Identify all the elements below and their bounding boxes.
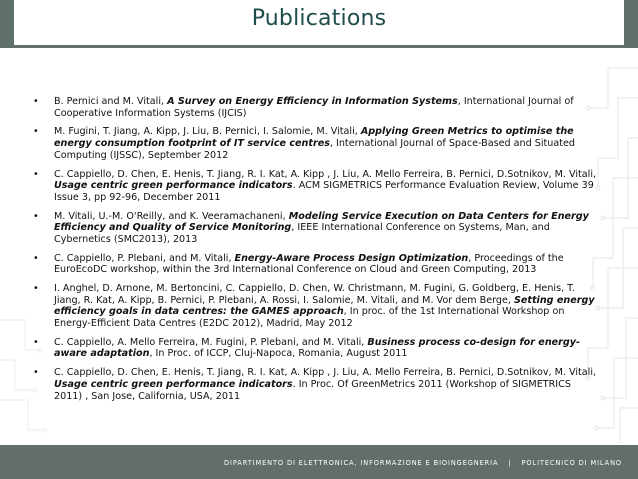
publication-item (32, 337, 602, 360)
publication-item (32, 283, 602, 329)
publication-item (32, 367, 602, 402)
publication-authors: C. Cappiello, D. Chen, E. Henis, T. Jiang, R. I. Kat, A. Kipp , J. Liu, A. Mello Ferreira, B. Pernici, D.Sotnikov, M. Vitali, (54, 367, 597, 379)
publication-venue: , In Proc. of ICCP, Cluj-Napoca, Romania, August 2011 (149, 348, 408, 360)
publication-list (32, 96, 602, 409)
publication-authors: M. Fugini, T. Jiang, A. Kipp, J. Liu, B. Pernici, I. Salomie, M. Vitali, (54, 126, 361, 138)
bullet: • (33, 283, 39, 295)
footer (224, 459, 622, 467)
publication-title: Usage centric green performance indicators (54, 180, 293, 192)
publication-venue: , Proceedings of the EuroEcoDC workshop, within the 3rd International Conference on Cloud and Green Computing, 2013 (54, 252, 564, 276)
publication-authors: I. Anghel, D. Arnone, M. Bertoncini, C. Cappiello, D. Chen, W. Christmann, M. Fugini, G. Goldberg, E. Henis, T. Jiang, R. Kat, A. Kipp, B. Pernici, P. Plebani, A. Rossi, I. Salomie, M. Vitali, and M. Vor dem Berge, (54, 283, 575, 306)
publication-authors: C. Cappiello, D. Chen, E. Henis, T. Jiang, R. I. Kat, A. Kipp , J. Liu, A. Mello Ferreira, B. Pernici, D.Sotnikov, M. Vitali, (54, 168, 597, 180)
publication-title: Setting energy efficiency goals in data centres: the GAMES approach (54, 294, 595, 318)
publication-title: Usage centric green performance indicators (54, 378, 293, 390)
bullet: • (33, 252, 39, 264)
bullet: • (33, 168, 39, 180)
title-divider (0, 45, 638, 48)
publication-venue: , International Journal of Cooperative Information Systems (IJCIS) (54, 96, 574, 119)
publication-title: Applying Green Metrics to optimise the energy consumption footprint of IT service centres (54, 126, 574, 150)
publication-venue: . In Proc. Of GreenMetrics 2011 (Workshop of SIGMETRICS 2011) , San Jose, California, USA, 2011 (54, 378, 571, 402)
publication-item (32, 96, 602, 119)
publication-authors: M. Vitali, U.-M. O'Reilly, and K. Veeramachaneni, (54, 210, 289, 222)
publication-title: Business process co-design for energy-aware adaptation (54, 336, 580, 360)
publication-item (32, 211, 602, 246)
publication-title: Energy-Aware Process Design Optimization (234, 252, 469, 264)
publication-venue: , International Journal of Space-Based and Situated Computing (IJSSC), September 2012 (54, 138, 576, 161)
publication-authors: C. Cappiello, A. Mello Ferreira, M. Fugini, P. Plebani, and M. Vitali, (54, 336, 368, 348)
footer-university: POLITECNICO DI MILANO (521, 459, 622, 467)
publication-venue: , IEEE International Conference on Systems, Man, and Cybernetics (SMC2013), 2013 (54, 222, 550, 245)
bullet: • (33, 210, 39, 222)
footer-department: DIPARTIMENTO DI ELETTRONICA, INFORMAZIONE E BIOINGEGNERIA (224, 459, 499, 467)
publication-authors: C. Cappiello, P. Plebani, and M. Vitali, (54, 252, 235, 264)
publication-title: Modeling Service Execution on Data Centers for Energy Efficiency and Quality of Service Monitoring (54, 210, 589, 234)
publication-venue: , In proc. of the 1st International Workshop on Energy-Efficient Data Centres (E2DC 2012), Madrid, May 2012 (54, 306, 565, 329)
publication-item (32, 169, 602, 204)
slide-title: Publications (251, 6, 387, 31)
publication-authors: B. Pernici and M. Vitali, (54, 96, 168, 107)
publication-item (32, 126, 602, 161)
bullet: • (33, 96, 39, 107)
bullet: • (33, 367, 39, 379)
publication-title: A Survey on Energy Efficiency in Information Systems (167, 96, 458, 107)
publication-item (32, 253, 602, 276)
bullet: • (33, 336, 39, 348)
footer-separator: | (508, 459, 512, 467)
bullet: • (33, 126, 39, 138)
publication-venue: . ACM SIGMETRICS Performance Evaluation Review, Volume 39 Issue 3, pp 92-96, December 2011 (54, 180, 594, 203)
